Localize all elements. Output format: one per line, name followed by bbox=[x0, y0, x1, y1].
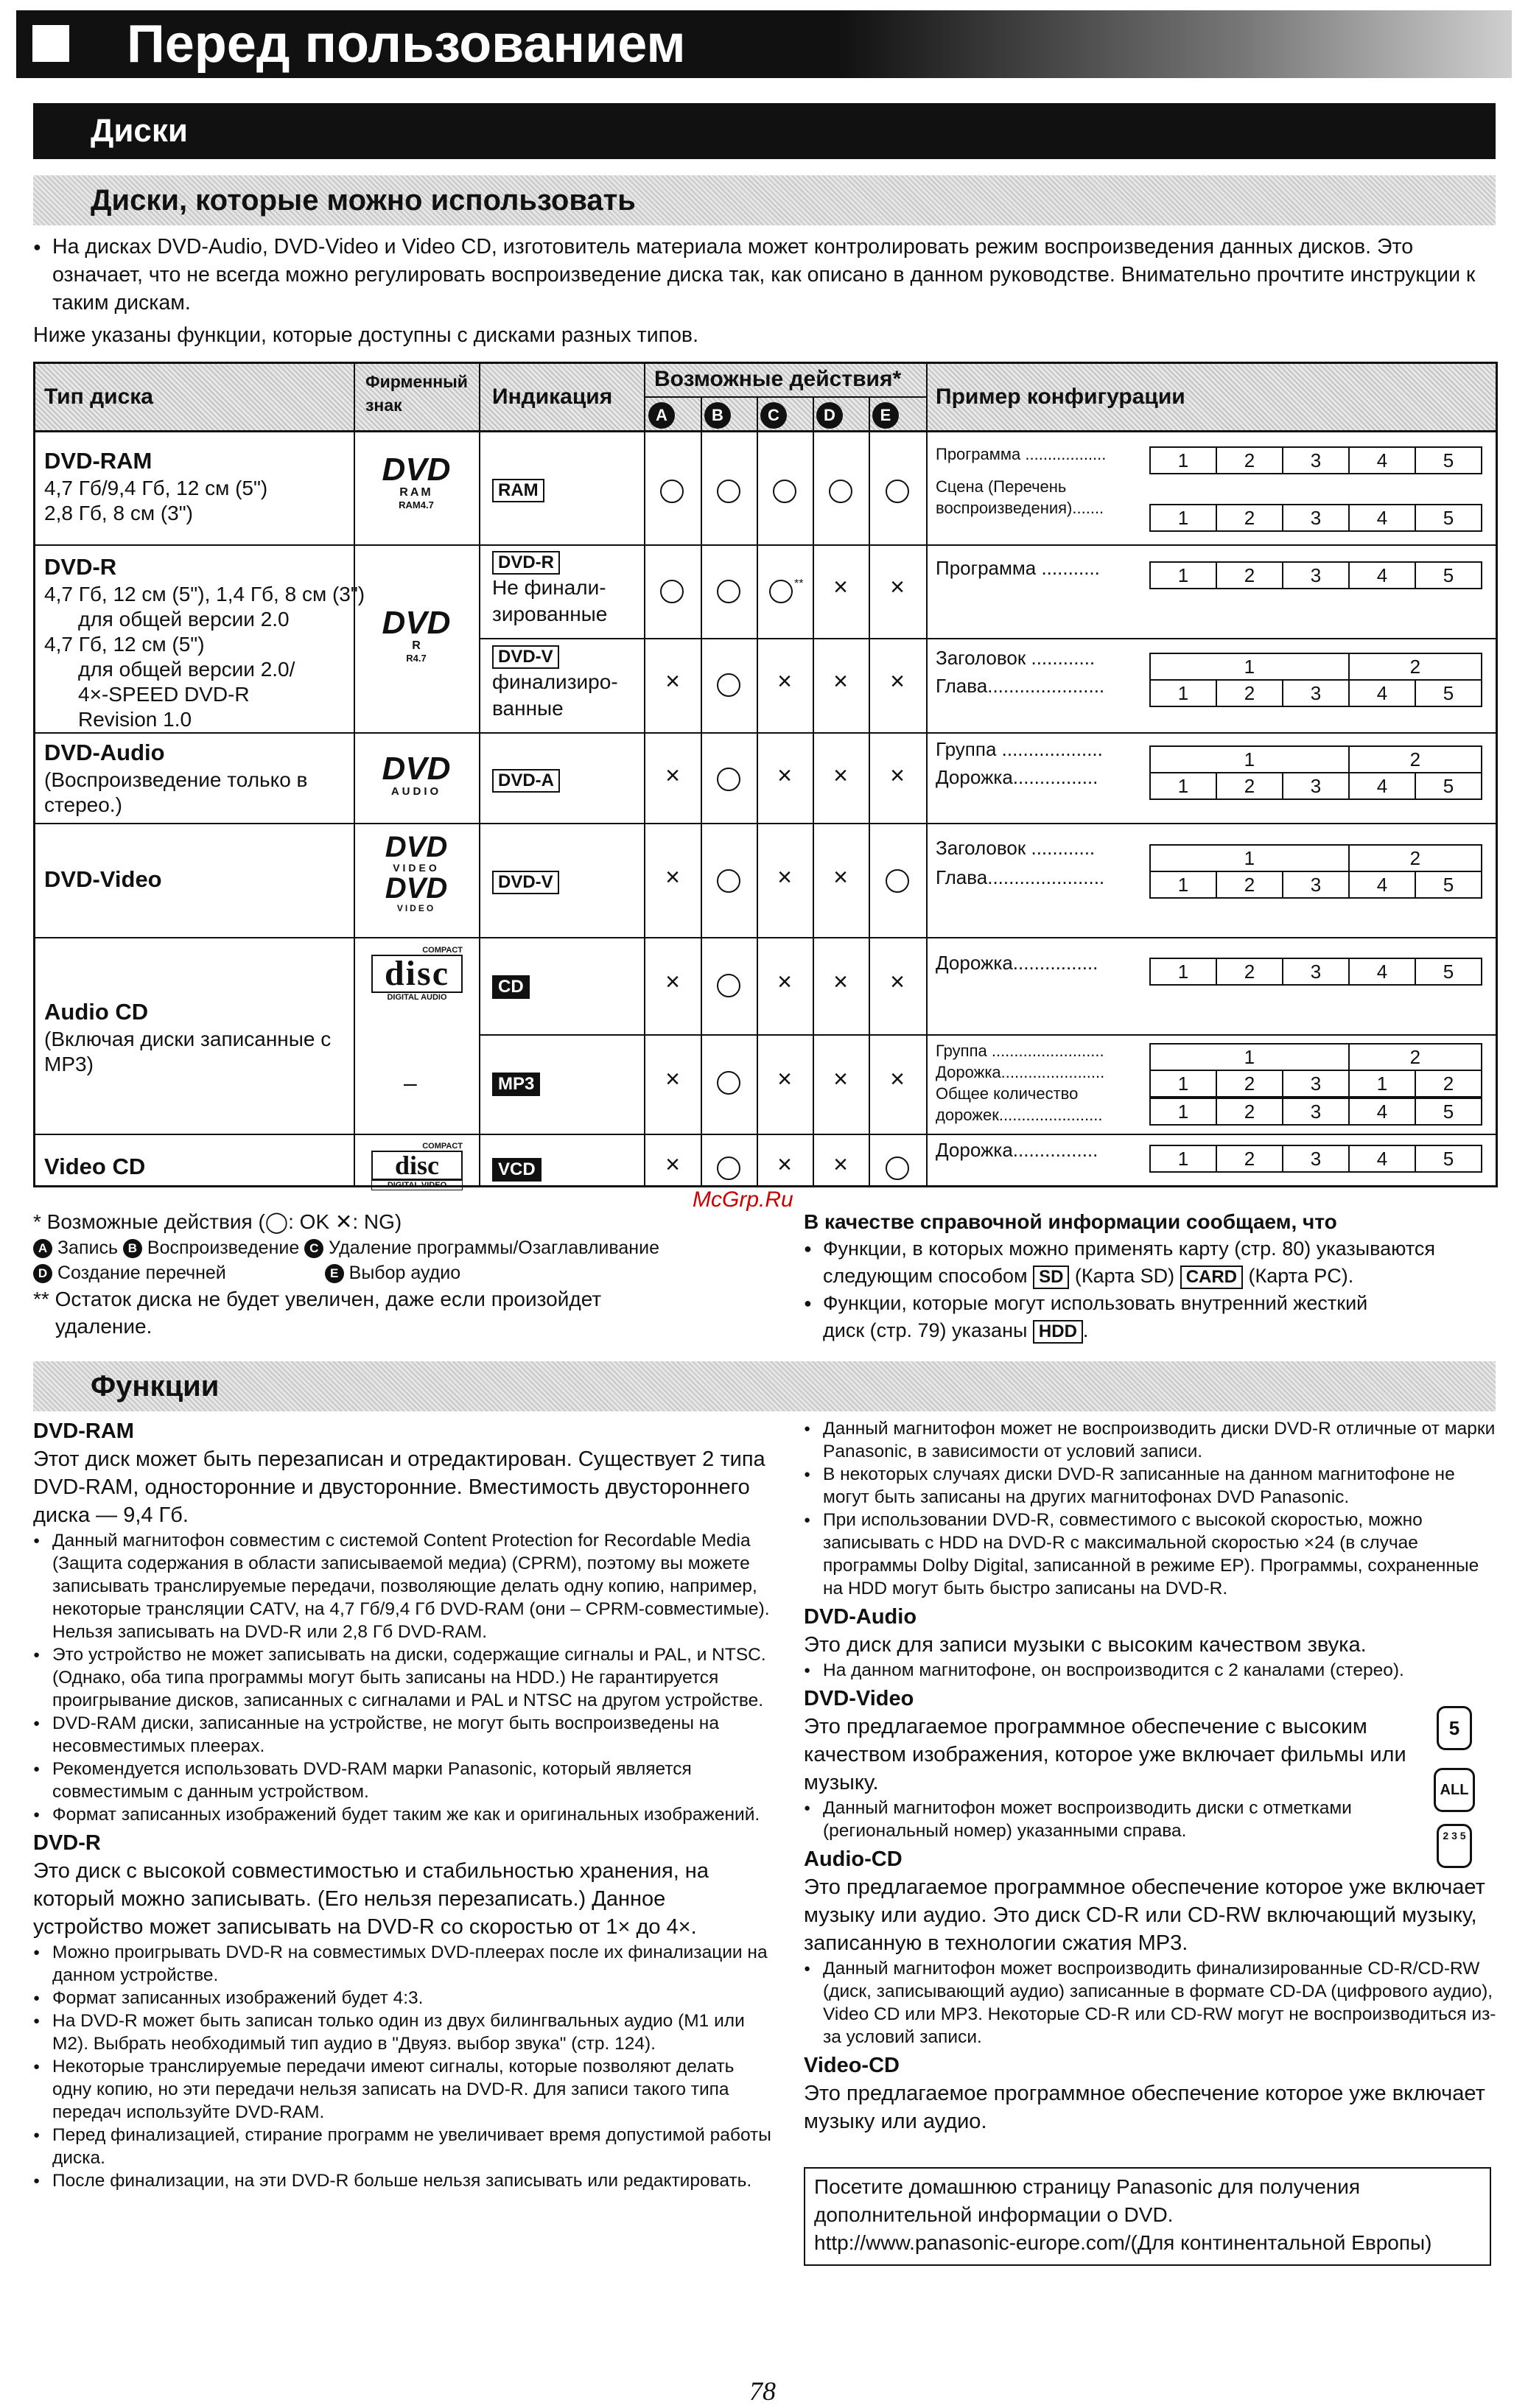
row-dvd-ram-label: DVD-RAM 4,7 Гб/9,4 Гб, 12 см (5") 2,8 Гб, 8 см (3") bbox=[44, 448, 268, 524]
action-b-icon: B bbox=[123, 1239, 142, 1258]
cfg-program-bar: 1 2 3 4 5 bbox=[1149, 561, 1482, 589]
row-video-cd-label: Video CD bbox=[44, 1154, 146, 1179]
row-dvd-audio-label: DVD-Audio (Воспроизведение только в стерео.) bbox=[44, 740, 308, 816]
header-disc-type: Тип диска bbox=[44, 385, 153, 409]
ok-mark bbox=[717, 1071, 740, 1095]
cfg-mp3-group-bar: 1 2 bbox=[1149, 1043, 1482, 1071]
cfg-label-chapter: Глава...................... bbox=[936, 866, 1105, 888]
cfg-title-bar: 1 2 bbox=[1149, 653, 1482, 681]
region-all-icon: ALL bbox=[1434, 1768, 1475, 1812]
ok-mark bbox=[717, 974, 740, 997]
compact-disc-logo: COMPACT disc DIGITAL AUDIO bbox=[371, 946, 463, 1002]
subsection-heading-functions: Функции bbox=[33, 1361, 1496, 1411]
action-d-icon: D bbox=[33, 1264, 52, 1283]
ok-mark bbox=[717, 673, 740, 697]
ok-mark bbox=[717, 768, 740, 791]
action-e-icon: E bbox=[872, 402, 899, 429]
page-title: Перед пользованием bbox=[127, 15, 686, 74]
ok-mark bbox=[829, 480, 852, 503]
cfg-label-chapter: Глава...................... bbox=[936, 675, 1105, 697]
ok-mark bbox=[717, 480, 740, 503]
dvd-video-logo: DVD VIDEO DVD VIDEO bbox=[385, 831, 448, 913]
ng-mark: × bbox=[890, 968, 905, 996]
title-square-icon bbox=[32, 25, 69, 62]
row-dvd-video-label: DVD-Video bbox=[44, 866, 162, 892]
dvd-r-finalized-indication: DVD-V финализиро- ванные bbox=[492, 647, 618, 720]
dvd-audio-logo: DVD AUDIO bbox=[382, 751, 451, 798]
ng-mark: × bbox=[833, 573, 848, 601]
ng-mark: × bbox=[777, 1151, 792, 1179]
cfg-label-title: Заголовок ............ bbox=[936, 647, 1096, 669]
cfg-track-bar: 1 2 3 4 5 bbox=[1149, 772, 1482, 800]
dvd-r-unfinalized-indication: DVD-R Не финали- зированные bbox=[492, 552, 608, 625]
ok-mark bbox=[717, 1156, 740, 1180]
cfg-label-track: Дорожка................ bbox=[936, 1139, 1098, 1161]
ng-mark: × bbox=[833, 1065, 848, 1093]
ng-mark: × bbox=[833, 1151, 848, 1179]
cfg-mp3-track-bar: 1 2 3 1 2 bbox=[1149, 1070, 1482, 1098]
page-number: 78 bbox=[749, 2376, 776, 2406]
row-audio-cd-label: Audio CD (Включая диски записанные с MP3) bbox=[44, 999, 332, 1075]
ng-mark: × bbox=[833, 863, 848, 891]
ok-mark bbox=[886, 480, 909, 503]
action-a-icon: A bbox=[648, 402, 675, 429]
panasonic-url-link[interactable]: http://www.panasonic-europe.com/(Для континентальной Европы) bbox=[814, 2231, 1432, 2254]
ng-mark: × bbox=[777, 667, 792, 695]
ng-mark: × bbox=[777, 1065, 792, 1093]
cfg-label-program: Программа .................. bbox=[936, 445, 1107, 463]
row-dvd-r-label: DVD-R 4,7 Гб, 12 см (5"), 1,4 Гб, 8 см (3") для общей версии 2.0 4,7 Гб, 12 см (5") для общей версии 2.0/ 4×-SPEED DVD-R Revision 1.0 bbox=[44, 554, 365, 731]
mp3-no-logo: – bbox=[404, 1070, 417, 1096]
cfg-label-title: Заголовок ............ bbox=[936, 837, 1096, 859]
cfg-chapter-bar: 1 2 3 4 5 bbox=[1149, 679, 1482, 707]
ng-mark: × bbox=[833, 667, 848, 695]
dvd-r-logo: DVD R R4.7 bbox=[382, 605, 451, 664]
ok-mark bbox=[717, 869, 740, 893]
cfg-label-track: Дорожка................ bbox=[936, 952, 1098, 974]
header-logo: Фирменный знак bbox=[365, 372, 468, 415]
ng-mark: × bbox=[833, 762, 848, 790]
double-asterisk: ** bbox=[794, 578, 804, 590]
action-e-icon: E bbox=[325, 1264, 344, 1283]
dvd-ram-indication: RAM bbox=[492, 476, 544, 502]
ok-mark bbox=[660, 480, 684, 503]
dvd-ram-logo: DVD RAM RAM4.7 bbox=[382, 452, 451, 510]
cfg-track-bar: 1 2 3 4 5 bbox=[1149, 958, 1482, 986]
ng-mark: × bbox=[665, 968, 680, 996]
audio-cd-indication: CD bbox=[492, 972, 530, 999]
ok-mark bbox=[717, 580, 740, 603]
cfg-label-program: Программа ........... bbox=[936, 557, 1100, 579]
dvd-video-indication: DVD-V bbox=[492, 868, 559, 894]
dvd-audio-indication: DVD-A bbox=[492, 766, 560, 793]
region-2-3-5-icon: 2 3 5 bbox=[1437, 1824, 1472, 1868]
disc-table bbox=[33, 362, 1498, 1190]
ok-mark bbox=[769, 580, 793, 603]
functions-left-column: DVD-RAM Этот диск может быть перезаписан и отредактирован. Существует 2 типа DVD-RAM, односторонние и двусторонние. Вместимость двустороннего диска — 9,4 Гб. ● Данный магнитофон совместим с системой Content Protection for Recordable Media (Защита содержания в области записываемой медиа) (CPRM), поэтому вы можете записывать транслируемые передачи, позволяющие делать одну копию, например, некоторые трансляции CATV, на 4,7 Гб/9,4 Гб DVD-RAM (они – CPRM-совместимые). Нельзя записывать на DVD-R или 2,8 Гб DVD-RAM. ● Это устройство не может записывать на диски, содержащие сигналы и PAL, и NTSC. (Однако, оба типа программы могут быть записаны на HDD.) Не гарантируется проигрывание дисков, записанных с сигналами и PAL и NTSC на другом устройстве. ● DVD-RAM диски, записанные на устройстве, не могут быть воспроизведены на несовместимых плеерах. ● Рекомендуется использовать DVD-RAM марки Panasonic, который является совместимым с данным устройством. ● Формат записанных изображений будет таким же как и оригинальных изображений. DVD-R Это диск с высокой совместимостью и стабильностью хранения, на который можно записывать. (Его нельзя перезаписать.) Данное устройство может записывать на DVD-R со скоростью от 1× до 4×. ● Можно проигрывать DVD-R на совместимых DVD-плеерах после их финализации на данном устройстве. ● Формат записанных изображений будет 4:3. ● На DVD-R может быть записан только один из двух билингвальных аудио (M1 или M2). Выбрать необходимый тип аудио в "Двуяз. выбор звука" (стр. 124). ● Некоторые транслируемые передачи имеют сигналы, которые позволяют делать одну копию, но эти передачи нельзя записать на DVD-R. Для записи такого типа передач используйте DVD-RAM. ● Перед финализацией, стирание программ не увеличивает время допустимой работы диска. ● После финализации, на эти DVD-R больше нельзя записывать или редактировать. bbox=[33, 1417, 774, 2192]
ng-mark: × bbox=[665, 863, 680, 891]
ng-mark: × bbox=[777, 863, 792, 891]
ng-mark: × bbox=[665, 1151, 680, 1179]
page-title-bar bbox=[16, 10, 1512, 78]
ok-mark bbox=[886, 1156, 909, 1180]
video-cd-indication: VCD bbox=[492, 1155, 542, 1182]
website-info-box: Посетите домашнюю страницу Panasonic для получения дополнительной информации о DVD. http://www.panasonic-europe.com/(Для континентальной Европы) bbox=[804, 2167, 1491, 2266]
ng-mark: × bbox=[665, 762, 680, 790]
cfg-track-bar: 1 2 3 4 5 bbox=[1149, 1145, 1482, 1173]
ng-mark: × bbox=[890, 667, 905, 695]
cfg-label-scene: Сцена (Перечень воспроизведения)....... bbox=[936, 477, 1104, 517]
subsection-heading-discs: Диски, которые можно использовать bbox=[33, 175, 1496, 225]
intro-paragraph: ● На дисках DVD-Audio, DVD-Video и Video CD, изготовитель материала может контролировать режим воспроизведения данных дисков. Это означает, что не всегда можно регулировать воспроизведение диска так, как описано в данном руководстве. Внимательно прочтите инструкции к таким дискам. bbox=[33, 233, 1485, 317]
table-legend: * Возможные действия (◯: OK ✕: NG) A Запись B Воспроизведение C Удаление программы/Озаглавливание D Создание перечней E Выбор аудио ** Остаток диска не будет увеличен, даже если произойдет удаление. bbox=[33, 1210, 659, 1338]
action-d-icon: D bbox=[816, 402, 843, 429]
header-actions: Возможные действия* bbox=[654, 367, 902, 391]
watermark: McGrp.Ru bbox=[693, 1187, 793, 1212]
action-c-icon: C bbox=[304, 1239, 323, 1258]
cfg-mp3-labels: Группа ......................... Дорожка....................... Общее количество дорожек....................... bbox=[936, 1042, 1105, 1124]
action-c-icon: C bbox=[760, 402, 787, 429]
cfg-mp3-total-bar: 1 2 3 4 5 bbox=[1149, 1098, 1482, 1126]
ng-mark: × bbox=[665, 667, 680, 695]
intro-note: Ниже указаны функции, которые доступны с дисками разных типов. bbox=[33, 323, 698, 347]
reference-info: В качестве справочной информации сообщаем, что ● Функции, в которых можно применять карту (стр. 80) указываются следующим способом SD (Карта SD) CARD (Карта PC). ● Функции, которые могут использовать внутренний жесткий диск (стр. 79) указаны HDD . bbox=[804, 1208, 1496, 1344]
ng-mark: × bbox=[665, 1065, 680, 1093]
cfg-label-group: Группа ................... bbox=[936, 738, 1103, 760]
cfg-group-bar: 1 2 bbox=[1149, 745, 1482, 773]
video-cd-logo: COMPACT disc DIGITAL VIDEO bbox=[371, 1142, 463, 1190]
ok-mark bbox=[660, 580, 684, 603]
action-b-icon: B bbox=[704, 402, 731, 429]
ng-mark: × bbox=[890, 573, 905, 601]
ng-mark: × bbox=[777, 968, 792, 996]
ng-mark: × bbox=[890, 762, 905, 790]
ng-mark: × bbox=[777, 762, 792, 790]
mp3-indication: MP3 bbox=[492, 1070, 540, 1096]
ng-mark: × bbox=[890, 1065, 905, 1093]
action-a-icon: A bbox=[33, 1239, 52, 1258]
cfg-program-bar: 1 2 3 4 5 bbox=[1149, 446, 1482, 474]
cfg-label-track: Дорожка................ bbox=[936, 766, 1098, 788]
ng-mark: × bbox=[833, 968, 848, 996]
region-5-icon: 5 bbox=[1437, 1706, 1472, 1750]
cfg-chapter-bar: 1 2 3 4 5 bbox=[1149, 871, 1482, 899]
ok-mark bbox=[886, 869, 909, 893]
cfg-title-bar: 1 2 bbox=[1149, 844, 1482, 872]
ok-mark bbox=[773, 480, 796, 503]
cfg-scene-bar: 1 2 3 4 5 bbox=[1149, 504, 1482, 532]
header-indication: Индикация bbox=[492, 385, 613, 409]
header-config-example: Пример конфигурации bbox=[936, 385, 1185, 409]
section-heading: Диски bbox=[33, 103, 1496, 159]
functions-right-column: ● Данный магнитофон может не воспроизводить диски DVD-R отличные от марки Panasonic, в зависимости от условий записи. ● В некоторых случаях диски DVD-R записанные на данном магнитофоне не могут быть записаны на других магнитофонах DVD Panasonic. ● При использовании DVD-R, совместимого с высокой скоростью, можно записывать с HDD на DVD-R с максимальной скоростью ×24 (в случае программы Dolby Digital, записанной в режиме EP). Программы, сохраненные на HDD могут быть быстро записаны на DVD-R. DVD-Audio Это диск для записи музыки с высоким качеством звука. ● На данном магнитофоне, он воспроизводится с 2 каналами (стерео). DVD-Video Это предлагаемое программное обеспечение с высоким качеством изображения, которое уже включает фильмы или музыку. ● Данный магнитофон может воспроизводить диски с отметками (региональный номер) указанными справа. Audio-CD Это предлагаемое программное обеспечение которое уже включает музыку или аудио. Это диск CD-R или CD-RW включающий музыку, записанную в технологии сжатия MP3. ● Данный магнитофон может воспроизводить финализированные CD-R/CD-RW (диск, записывающий аудио) записанные в формате CD-DA (цифрового аудио), Video CD или MP3. Некоторые CD-R или CD-RW могут не воспроизводиться из-за условий записи. Video-CD Это предлагаемое программное обеспечение которое уже включает музыку или аудио. bbox=[804, 1417, 1496, 2135]
